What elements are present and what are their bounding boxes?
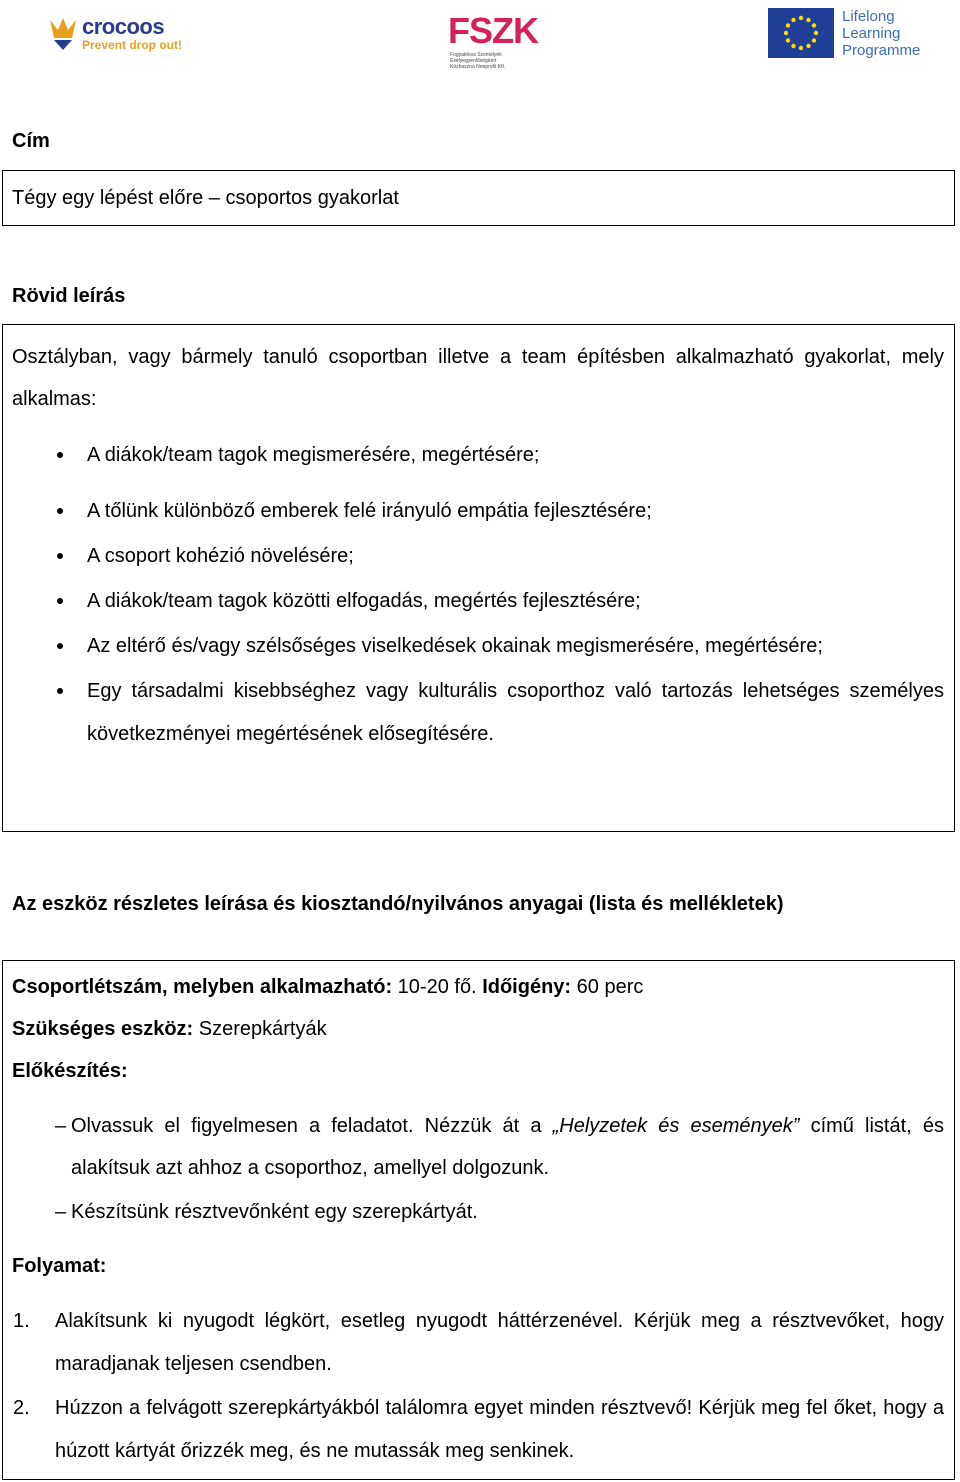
- list-item: – Készítsünk résztvevőnként egy szerepkártyát.: [3, 1191, 954, 1233]
- list-item: A diákok/team tagok megismerésére, megértésére;: [3, 434, 954, 477]
- list-item: A csoport kohézió növelésére;: [3, 535, 954, 578]
- fszk-subtitle: Fogyatékos Személyek Esélyegyenlőségéért Közhasznú Nonprofit Kft.: [450, 52, 506, 70]
- process-label: Folyamat:: [12, 1255, 107, 1277]
- group-value: 10-20 fő.: [397, 976, 477, 998]
- list-item: – Olvassuk el figyelmesen a feladatot. Nézzük át a „Helyzetek és események” című listát, és alakítsuk azt ahhoz a csoporthoz, amellyel dolgozunk.: [3, 1105, 954, 1189]
- step-number: 1.: [13, 1310, 30, 1332]
- title-value: Tégy egy lépést előre – csoportos gyakorlat: [12, 187, 399, 209]
- eu-flag-icon: [768, 8, 834, 58]
- dash-icon: –: [55, 1115, 67, 1137]
- step-text: Alakítsunk ki nyugodt légkört, esetleg nyugodt háttérzenével. Kérjük meg a résztvevőket, hogy maradjanak teljesen csendben.: [55, 1310, 944, 1375]
- header-logos: [0, 0, 960, 90]
- crocoos-tagline: Prevent drop out!: [82, 38, 183, 52]
- llp-line-3: Programme: [842, 42, 921, 59]
- llp-text: [842, 8, 920, 59]
- bullet-icon: [57, 598, 63, 604]
- list-item: Egy társadalmi kisebbséghez vagy kulturális csoporthoz való tartozás lehetséges személyes következményei megértésének elősegítésére.: [3, 670, 954, 756]
- short-desc-heading: Rövid leírás: [12, 285, 126, 307]
- list-item: A tőlünk különböző emberek felé irányuló empátia fejlesztésére;: [3, 490, 954, 533]
- short-desc-intro: Osztályban, vagy bármely tanuló csoportban illetve a team építésben alkalmazható gyakorlat, mely alkalmas:: [12, 346, 944, 410]
- bullet-icon: [57, 553, 63, 559]
- title-box: [2, 170, 955, 226]
- tools-label: Szükséges eszköz:: [12, 1018, 194, 1040]
- tools-line: [3, 1008, 954, 1050]
- list-item: Az eltérő és/vagy szélsőséges viselkedések okainak megismerésére, megértésére;: [3, 625, 954, 668]
- detail-heading: Az eszköz részletes leírása és kiosztandó/nyilvános anyagai (lista és mellékletek): [12, 893, 784, 915]
- group-time-line: [3, 966, 954, 1008]
- prep-label: Előkészítés:: [12, 1060, 128, 1082]
- crocoos-name: crocoos: [82, 14, 165, 39]
- fszk-logo: [444, 10, 538, 80]
- list-item: [3, 1387, 954, 1473]
- fszk-letters: FSZK: [448, 10, 538, 51]
- time-value: 60 perc: [576, 976, 644, 998]
- group-label: Csoportlétszám, melyben alkalmazható:: [12, 976, 393, 998]
- llp-line-2: Learning: [842, 25, 901, 42]
- bullet-icon: [57, 643, 63, 649]
- bullet-icon: [57, 688, 63, 694]
- bullet-icon: [57, 452, 63, 458]
- dash-icon: –: [55, 1201, 67, 1223]
- llp-logo: [768, 8, 948, 64]
- crocoos-mark-icon: [48, 16, 78, 50]
- tools-value: Szerepkártyák: [198, 1018, 327, 1040]
- list-item: [3, 1300, 954, 1386]
- step-text: Húzzon a felvágott szerepkártyákból találomra egyet minden résztvevő! Kérjük meg fel őket, hogy a húzott kártyát őrizzék meg, és ne mutassák meg senkinek.: [55, 1397, 944, 1462]
- time-label: Időigény:: [482, 976, 572, 998]
- detail-box: [2, 960, 955, 1480]
- step-number: 2.: [13, 1397, 30, 1419]
- short-desc-box: [2, 324, 955, 832]
- list-item: A diákok/team tagok közötti elfogadás, megértés fejlesztésére;: [3, 580, 954, 623]
- title-heading: Cím: [12, 130, 50, 152]
- bullet-icon: [57, 508, 63, 514]
- llp-line-1: Lifelong: [842, 8, 895, 25]
- crocoos-logo: [48, 14, 188, 54]
